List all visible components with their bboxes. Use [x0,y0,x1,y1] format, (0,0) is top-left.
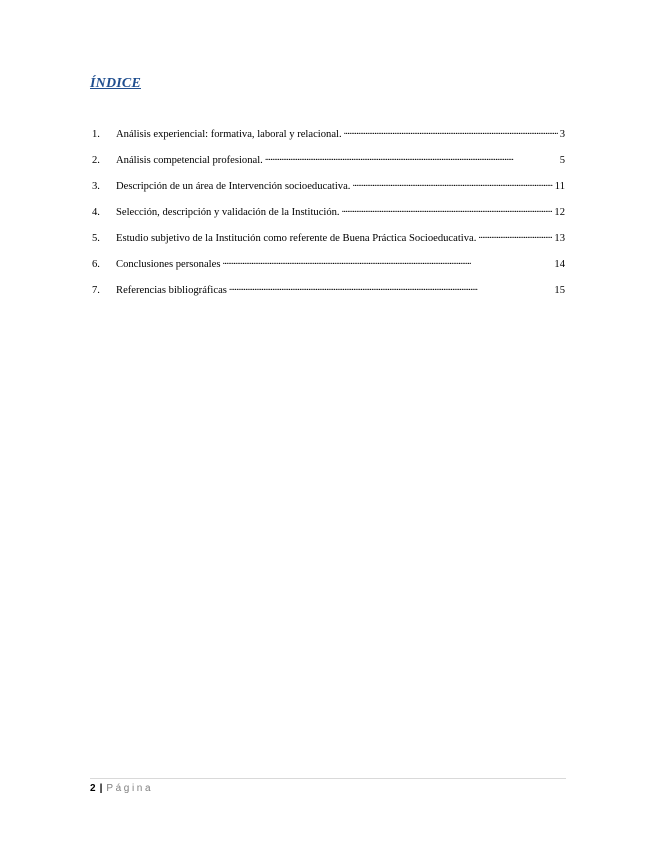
toc-dot-leader [222,257,552,267]
toc-entry-title: Referencias bibliográficas [116,285,227,296]
toc-entry-4[interactable] [92,205,565,231]
toc-entry-page: 12 [554,207,565,218]
toc-entry-page: 15 [554,285,565,296]
toc-entry-number: 1. [92,129,100,140]
toc-entry-title: Análisis competencial profesional. [116,155,263,166]
page-title: ÍNDICE [90,76,141,91]
footer-separator: | [99,783,103,794]
toc-entry-page: 11 [554,181,565,192]
toc-entry-number: 6. [92,259,100,270]
toc-dot-leader [229,283,553,293]
toc-entry-5[interactable] [92,231,565,257]
toc-entry-7[interactable] [92,283,565,309]
toc-entry-number: 2. [92,155,100,166]
toc-entry-page: 5 [559,155,565,166]
toc-entry-page: 3 [559,129,565,140]
toc-dot-leader [478,231,552,241]
toc-entry-1[interactable] [92,127,565,153]
toc-dot-leader [265,153,558,163]
toc-entry-title: Conclusiones personales [116,259,221,270]
toc-entry-number: 7. [92,285,100,296]
toc-entry-title: Análisis experiencial: formativa, laboral y relacional. [116,129,342,140]
footer-page-label: Página [106,783,154,794]
toc-entry-page: 14 [554,259,565,270]
footer-page-number: 2 [90,783,96,794]
toc-entry-number: 3. [92,181,100,192]
toc-entry-title: Selección, descripción y validación de la Institución. [116,207,340,218]
toc-entry-3[interactable] [92,179,565,205]
table-of-contents [92,127,565,309]
toc-dot-leader [352,179,552,189]
toc-entry-6[interactable] [92,257,565,283]
toc-entry-number: 5. [92,233,100,244]
page-footer [90,783,153,794]
toc-dot-leader [344,127,558,137]
footer-divider [90,778,566,779]
toc-entry-page: 13 [554,233,565,244]
toc-entry-title: Estudio subjetivo de la Institución como referente de Buena Práctica Socioeducativa. [116,233,477,244]
toc-entry-title: Descripción de un área de Intervención socioeducativa. [116,181,351,192]
toc-dot-leader [342,205,553,215]
toc-entry-number: 4. [92,207,100,218]
toc-entry-2[interactable] [92,153,565,179]
